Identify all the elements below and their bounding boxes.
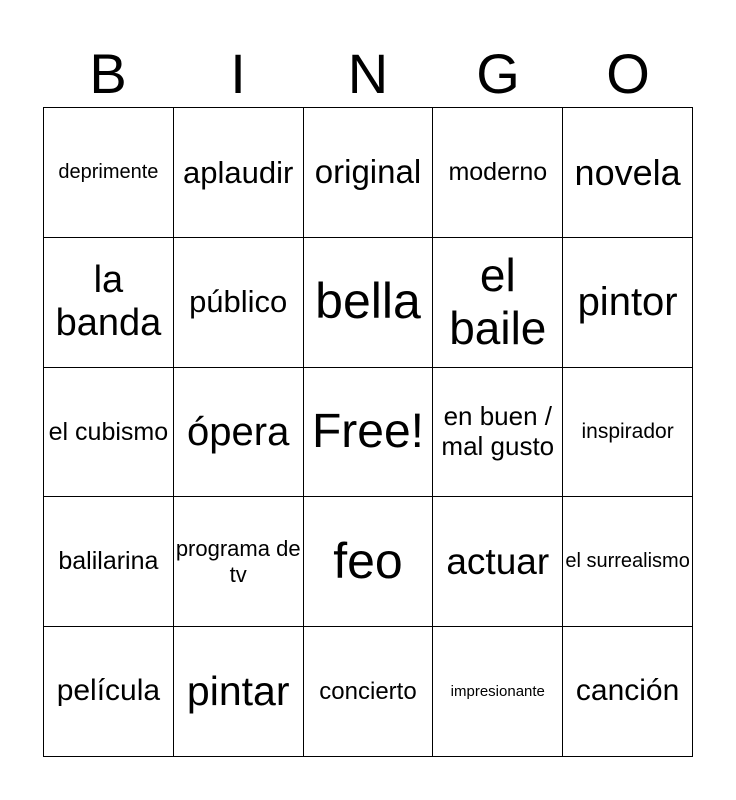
bingo-cell-label: pintor [577, 280, 678, 325]
bingo-cell[interactable] [563, 238, 693, 368]
bingo-cell-label: balilarina [58, 547, 159, 576]
bingo-cell[interactable] [433, 368, 563, 498]
bingo-cell-label: pintar [186, 668, 290, 715]
bingo-cell-label: público [189, 284, 288, 320]
bingo-cell[interactable] [433, 627, 563, 757]
header-letter-b: B [89, 42, 127, 105]
bingo-cell[interactable] [433, 497, 563, 627]
bingo-cell[interactable] [174, 108, 304, 238]
bingo-cell-label: ópera [187, 409, 290, 454]
bingo-cell[interactable] [563, 497, 693, 627]
bingo-cell[interactable] [563, 108, 693, 238]
bingo-cell[interactable] [174, 238, 304, 368]
bingo-cell-label: película [56, 674, 161, 708]
free-space-cell[interactable] [304, 368, 434, 498]
header-letter-g: G [476, 42, 520, 105]
bingo-cell[interactable] [44, 368, 174, 498]
header-letter-o: O [606, 42, 650, 105]
bingo-cell-label: canción [575, 674, 680, 708]
bingo-cell[interactable] [304, 627, 434, 757]
bingo-cell-label: Free! [311, 405, 424, 459]
header-letter-i: I [230, 42, 246, 105]
bingo-cell-label: concierto [319, 677, 417, 705]
bingo-cell[interactable] [304, 238, 434, 368]
bingo-cell[interactable] [304, 497, 434, 627]
bingo-card-grid [43, 107, 693, 757]
bingo-cell[interactable] [563, 368, 693, 498]
bingo-cell[interactable] [174, 368, 304, 498]
bingo-cell[interactable] [44, 627, 174, 757]
bingo-cell-label: actuar [446, 540, 550, 582]
bingo-cell[interactable] [174, 627, 304, 757]
bingo-cell-label: impresionante [450, 682, 545, 700]
bingo-cell[interactable] [304, 108, 434, 238]
bingo-cell-label: novela [574, 151, 681, 193]
bingo-cell[interactable] [44, 108, 174, 238]
bingo-cell-label: deprimente [58, 160, 159, 183]
bingo-cell[interactable] [174, 497, 304, 627]
header-letter-n: N [347, 42, 389, 105]
bingo-cell-label: aplaudir [183, 154, 294, 190]
bingo-cell-label: el surrealismo [565, 550, 690, 573]
bingo-cell-label: original [314, 153, 422, 191]
bingo-cell[interactable] [44, 497, 174, 627]
bingo-cell-label: el baile [449, 249, 547, 355]
bingo-cell-label: programa de tv [175, 536, 301, 587]
bingo-cell-label: bella [315, 273, 421, 330]
bingo-cell[interactable] [433, 238, 563, 368]
bingo-cell-label: feo [333, 533, 403, 590]
bingo-cell[interactable] [44, 238, 174, 368]
bingo-header [43, 40, 693, 108]
bingo-cell-label: el cubismo [48, 417, 169, 446]
bingo-cell[interactable] [433, 108, 563, 238]
bingo-cell-label: en buen / mal gusto [441, 401, 555, 461]
bingo-cell[interactable] [563, 627, 693, 757]
bingo-cell-label: la banda [55, 258, 162, 345]
bingo-cell-label: inspirador [581, 419, 674, 443]
bingo-cell-label: moderno [448, 158, 548, 187]
